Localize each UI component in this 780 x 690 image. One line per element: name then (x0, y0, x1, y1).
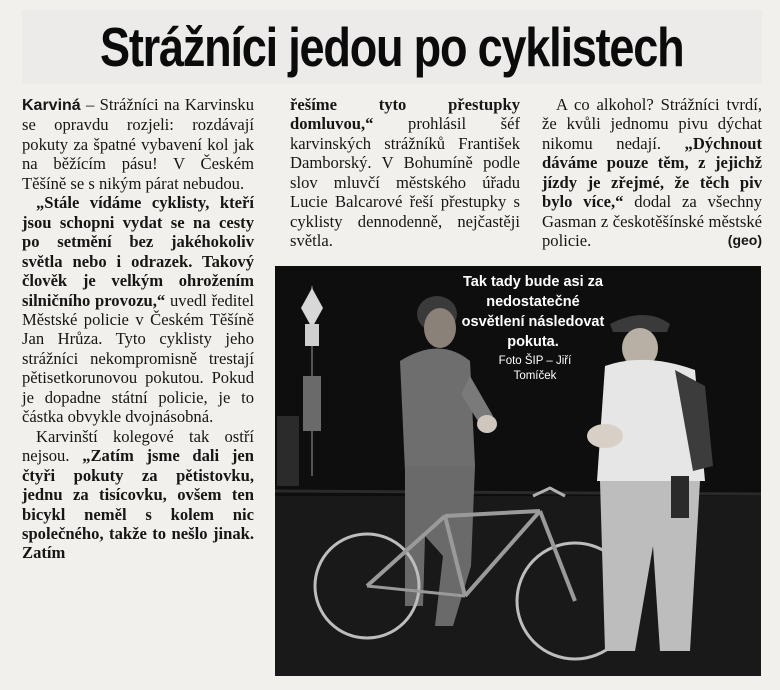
article-column-3 (542, 95, 762, 251)
author-signature: (geo) (727, 232, 762, 249)
photo-caption: Tak tady bude asi za nedostatečné osvětlení následovat pokuta. (461, 274, 605, 350)
paragraph-quote-director: „Stále vídáme cyklisty, kteří jsou schopni vydat se na cesty po setmění bez jakéhokoliv světla nebo i odrazek. Takový člověk je velkým ohrožením silničního provozu,“ uvedl ředitel Městské policie v Českém Těšíně Jan Hrůza. Tyto cyklisty jeho strážníci nekompromisně trestají pětisetkorunovou pokutou. Pokud je dopadne státní policie, je to částka obvykle dvojnásobná. (22, 193, 254, 427)
article-column-1 (22, 95, 254, 563)
headline-banner (22, 10, 762, 84)
paragraph-continued: řešíme tyto přestupky domluvou,“ prohlásil šéf karvinských strážníků František Damborský. V Bohumíně podle slov mluvčí městského úřadu Lucie Balcarové řeší přestupky s cyklisty dennodenně, nejčastěji světla. (290, 95, 520, 251)
paragraph-lead: Karviná – Strážníci na Karvinsku se opravdu rozjeli: rozdávají pokuty za špatné vybavení kol jak na běžícím pásu! V Českém Těšíně se s nikým párat nebudou. (22, 95, 254, 193)
paragraph-karvina: Karvinští kolegové tak ostří nejsou. „Zatím jsme dali jen čtyři pokuty za pětistovku, jednu za tisícovku, ovšem ten bicykl neměl s kolem nic společného, takže to nešlo jinak. Zatím (22, 426, 254, 563)
photo-credit: Foto ŠIP – Jiří Tomíček (498, 355, 572, 382)
dateline: Karviná (22, 97, 81, 114)
news-photo (275, 266, 761, 676)
paragraph-alcohol: A co alkohol? Strážníci tvrdí, že kvůli jednomu pivu dýchat nikomu nedají. „Dýchnout dáváme pouze těm, z jejichž jízdy je zřejmé, že těch piv bylo více,“ dodal za všechny Gasman z českotěšínské městské policie. (geo) (542, 95, 762, 251)
headline: Strážníci jedou po cyklistech (100, 16, 684, 78)
article-column-2 (290, 95, 520, 251)
